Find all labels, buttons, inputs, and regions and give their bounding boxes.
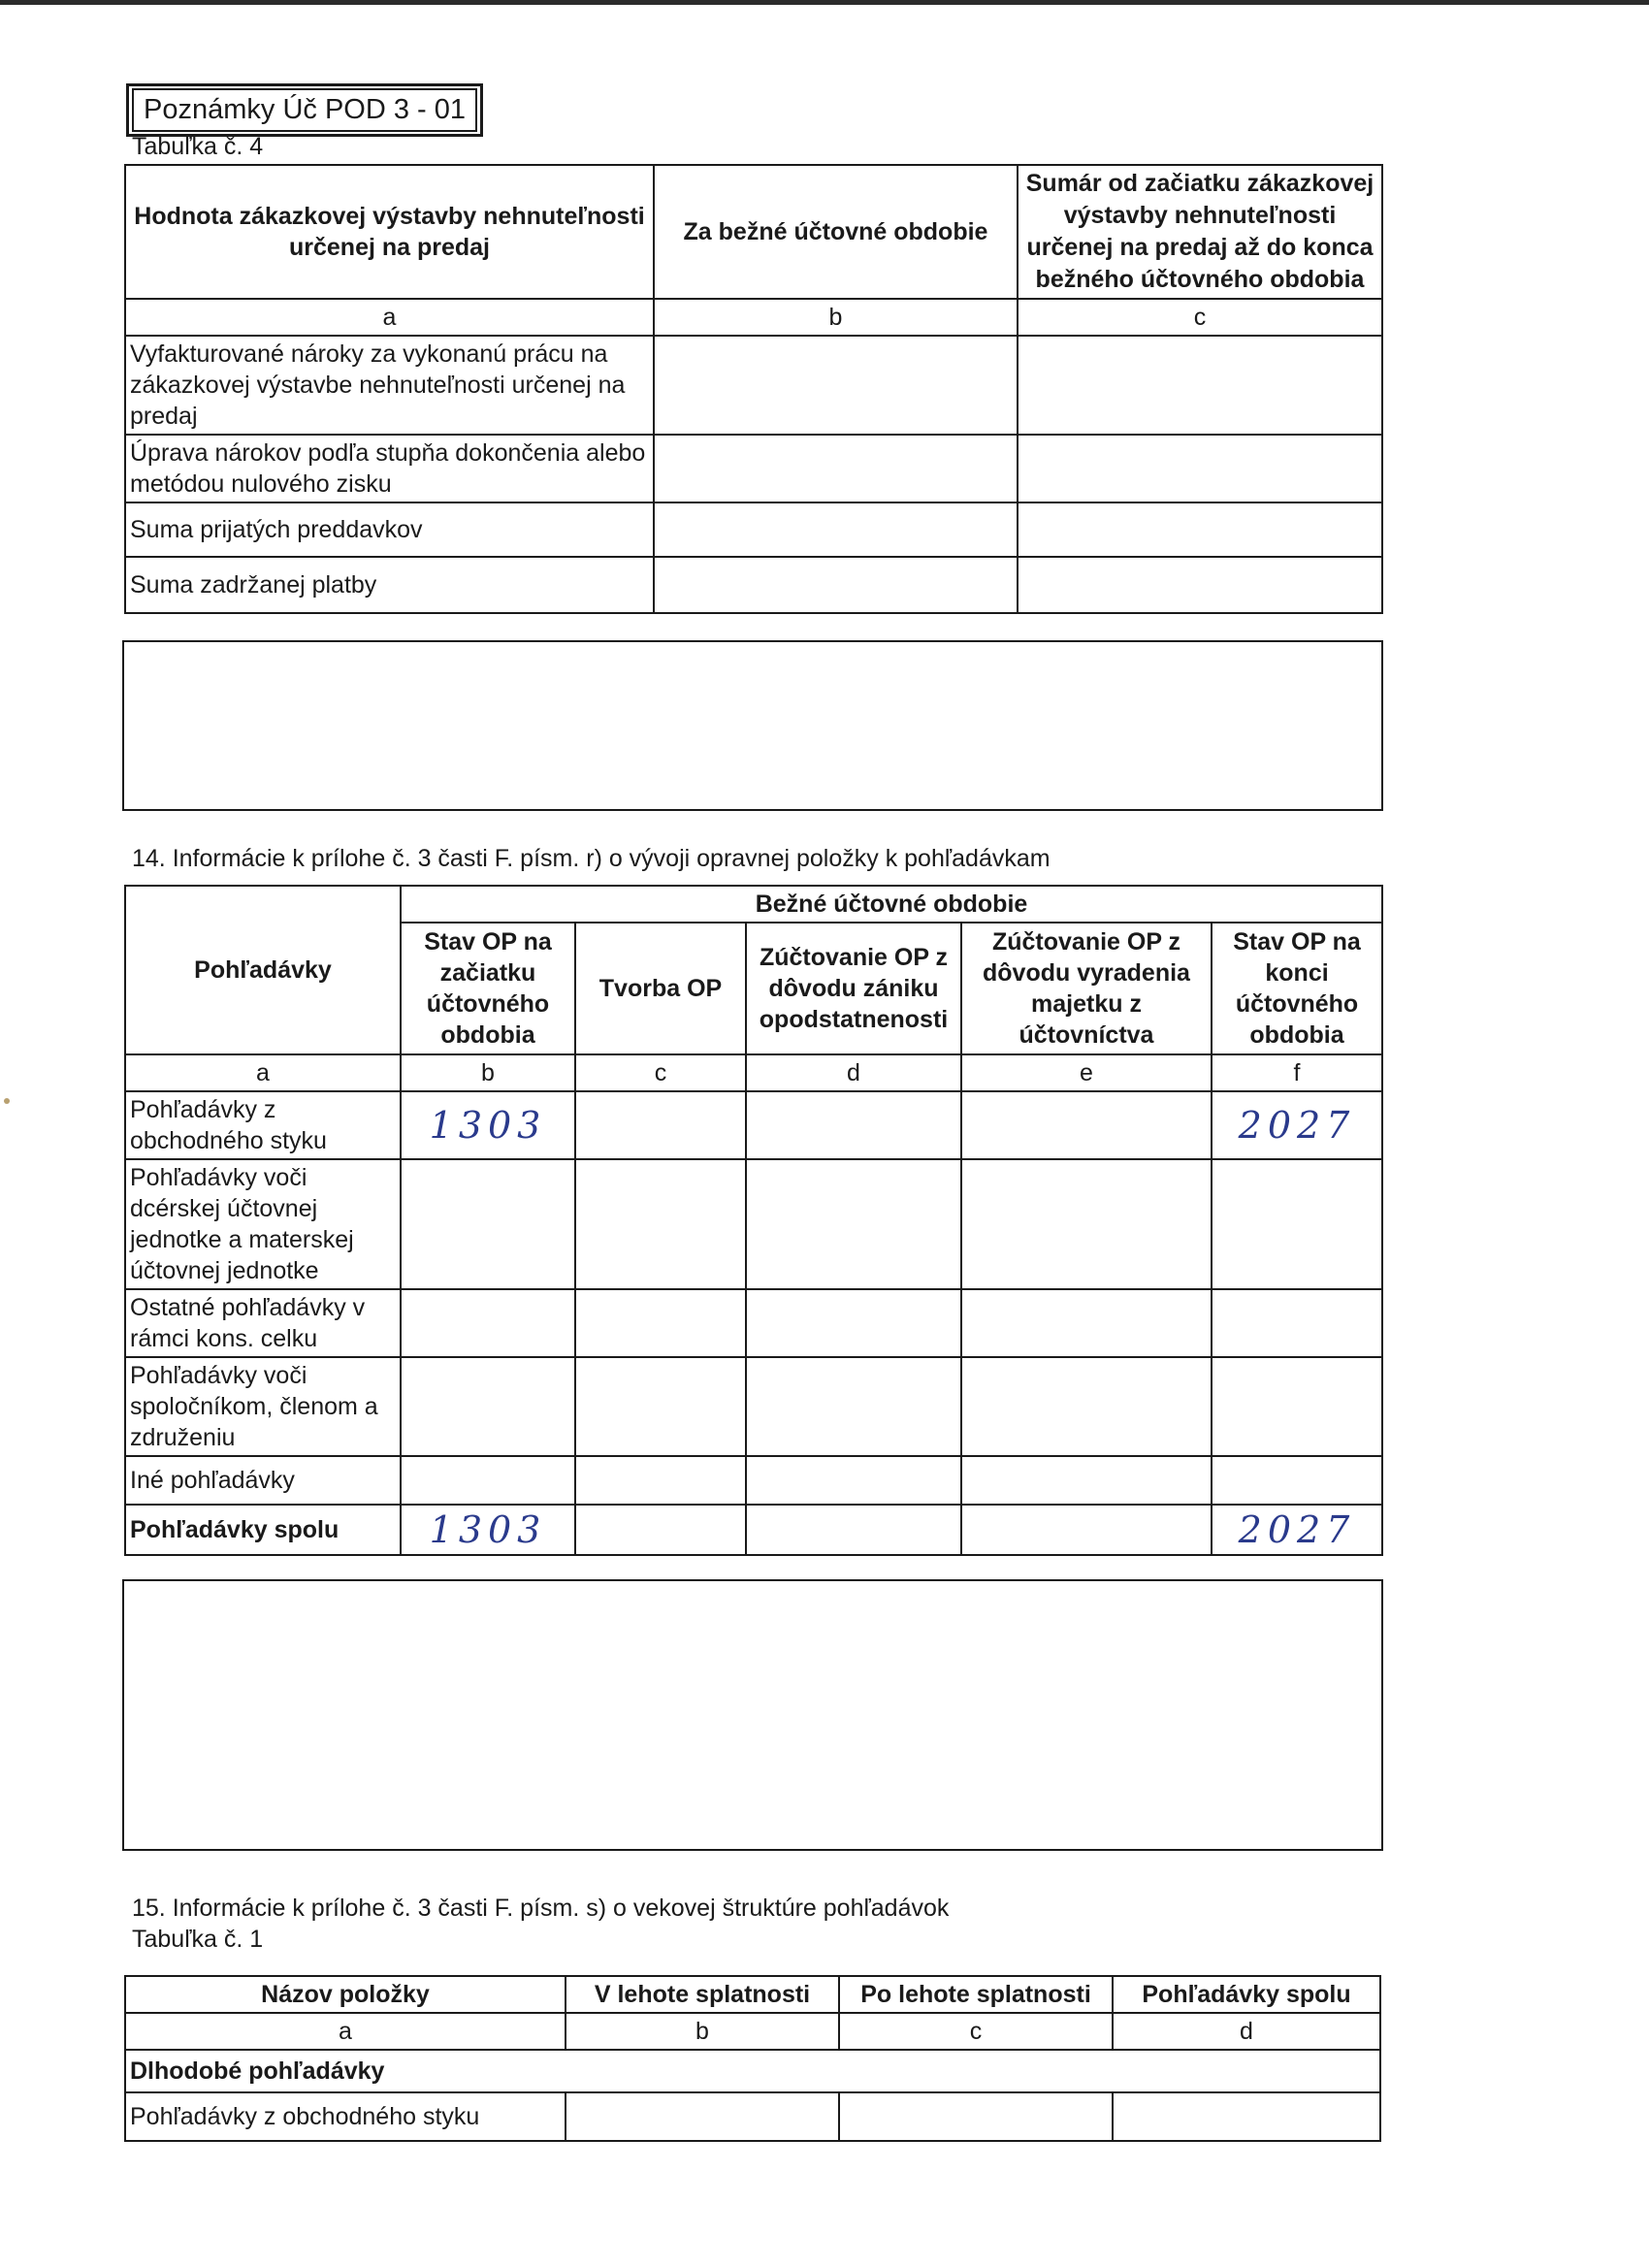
section15-header-d: Pohľadávky spolu xyxy=(1113,1976,1380,2013)
section14-total-label: Pohľadávky spolu xyxy=(125,1505,401,1555)
section14-header-d: Zúčtovanie OP z dôvodu zániku opodstatnenosti xyxy=(746,923,961,1054)
document-code-box xyxy=(126,83,483,137)
section14-notes-box[interactable] xyxy=(122,1579,1383,1851)
section15-letter-d: d xyxy=(1113,2013,1380,2050)
section14-letter-b: b xyxy=(401,1054,575,1091)
table4-cell-b[interactable] xyxy=(654,557,1018,613)
section15-cell-d[interactable] xyxy=(1113,2092,1380,2141)
section15-header-c: Po lehote splatnosti xyxy=(839,1976,1113,2013)
section14-header-f: Stav OP na konci účtovného obdobia xyxy=(1212,923,1382,1054)
section14-row-label: Ostatné pohľadávky v rámci kons. celku xyxy=(125,1289,401,1357)
section14-cell-c[interactable] xyxy=(575,1091,746,1159)
section14-cell-b[interactable]: 1303 xyxy=(401,1091,575,1159)
section15-letter-c: c xyxy=(839,2013,1113,2050)
table-row xyxy=(125,1091,1382,1159)
table4-header-a: Hodnota zákazkovej výstavby nehnuteľnosti určenej na predaj xyxy=(125,165,654,299)
table-row xyxy=(125,1357,1382,1456)
table4-row-label: Úprava nárokov podľa stupňa dokončenia alebo metódou nulového zisku xyxy=(125,435,654,502)
scan-speck xyxy=(4,1098,10,1104)
table4-header-b: Za bežné účtovné obdobie xyxy=(654,165,1018,299)
table-row xyxy=(125,502,1382,557)
table-row xyxy=(125,336,1382,435)
section14-cell-e[interactable] xyxy=(961,1091,1212,1159)
section14-cell-f[interactable] xyxy=(1212,1456,1382,1505)
section14-cell-b[interactable] xyxy=(401,1456,575,1505)
table4-letter-b: b xyxy=(654,299,1018,336)
section15-header-b: V lehote splatnosti xyxy=(566,1976,839,2013)
table4 xyxy=(124,164,1383,614)
section15-header-a: Názov položky xyxy=(125,1976,566,2013)
section14-header-e: Zúčtovanie OP z dôvodu vyradenia majetku z účtovníctva xyxy=(961,923,1212,1054)
table4-cell-c[interactable] xyxy=(1018,336,1382,435)
section14-cell-f[interactable]: 2027 xyxy=(1212,1091,1382,1159)
table-row xyxy=(125,1159,1382,1289)
section14-row-label: Iné pohľadávky xyxy=(125,1456,401,1505)
table-row xyxy=(125,557,1382,613)
section14-cell-c[interactable] xyxy=(575,1357,746,1456)
section14-cell-c[interactable] xyxy=(575,1289,746,1357)
section14-row-label: Pohľadávky voči dcérskej účtovnej jednotke a materskej účtovnej jednotke xyxy=(125,1159,401,1289)
section14-total-e[interactable] xyxy=(961,1505,1212,1555)
section15-row-label: Pohľadávky z obchodného styku xyxy=(125,2092,566,2141)
section14-total-c[interactable] xyxy=(575,1505,746,1555)
section14-total-d[interactable] xyxy=(746,1505,961,1555)
section14-table xyxy=(124,885,1383,1556)
table4-cell-b[interactable] xyxy=(654,502,1018,557)
section14-cell-d[interactable] xyxy=(746,1357,961,1456)
section14-cell-e[interactable] xyxy=(961,1289,1212,1357)
table4-cell-b[interactable] xyxy=(654,336,1018,435)
section14-cell-b[interactable] xyxy=(401,1357,575,1456)
section14-title: 14. Informácie k prílohe č. 3 časti F. písm. r) o vývoji opravnej položky k pohľadávkam xyxy=(132,845,1051,872)
section15-title: 15. Informácie k prílohe č. 3 časti F. písm. s) o vekovej štruktúre pohľadávok xyxy=(132,1895,950,1922)
section14-cell-e[interactable] xyxy=(961,1159,1212,1289)
section14-letter-f: f xyxy=(1212,1054,1382,1091)
section14-cell-f[interactable] xyxy=(1212,1357,1382,1456)
section14-letter-a: a xyxy=(125,1054,401,1091)
section14-cell-c[interactable] xyxy=(575,1456,746,1505)
section14-cell-c[interactable] xyxy=(575,1159,746,1289)
section14-cell-d[interactable] xyxy=(746,1289,961,1357)
section15-letter-a: a xyxy=(125,2013,566,2050)
section14-total-b[interactable]: 1303 xyxy=(401,1505,575,1555)
section14-cell-f[interactable] xyxy=(1212,1159,1382,1289)
table4-letter-a: a xyxy=(125,299,654,336)
section14-total-f[interactable]: 2027 xyxy=(1212,1505,1382,1555)
section14-cell-b[interactable] xyxy=(401,1289,575,1357)
table-row xyxy=(125,435,1382,502)
table-row xyxy=(125,1456,1382,1505)
section15-table xyxy=(124,1975,1381,2142)
section14-header-b: Stav OP na začiatku účtovného obdobia xyxy=(401,923,575,1054)
table4-letter-c: c xyxy=(1018,299,1382,336)
section14-cell-f[interactable] xyxy=(1212,1289,1382,1357)
section14-cell-d[interactable] xyxy=(746,1091,961,1159)
table-row xyxy=(125,2050,1380,2092)
section14-letter-d: d xyxy=(746,1054,961,1091)
section14-cell-e[interactable] xyxy=(961,1357,1212,1456)
table-row xyxy=(125,2092,1380,2141)
section15-letter-b: b xyxy=(566,2013,839,2050)
table4-header-c: Sumár od začiatku zákazkovej výstavby nehnuteľnosti určenej na predaj až do konca bežného účtovného obdobia xyxy=(1018,165,1382,299)
table4-row-label: Vyfakturované nároky za vykonanú prácu na zákazkovej výstavbe nehnuteľnosti určenej na predaj xyxy=(125,336,654,435)
document-code: Poznámky Úč POD 3 - 01 xyxy=(132,88,477,132)
section15-cell-b[interactable] xyxy=(566,2092,839,2141)
table4-caption: Tabuľka č. 4 xyxy=(132,133,264,160)
table4-cell-c[interactable] xyxy=(1018,502,1382,557)
table4-cell-b[interactable] xyxy=(654,435,1018,502)
section14-row-label: Pohľadávky voči spoločníkom, členom a združeniu xyxy=(125,1357,401,1456)
table-row-total xyxy=(125,1505,1382,1555)
section14-header-receivables: Pohľadávky xyxy=(125,886,401,1054)
table4-cell-c[interactable] xyxy=(1018,557,1382,613)
section14-cell-b[interactable] xyxy=(401,1159,575,1289)
section15-group-label: Dlhodobé pohľadávky xyxy=(125,2050,1380,2092)
table4-notes-box[interactable] xyxy=(122,640,1383,811)
scan-top-edge xyxy=(0,0,1649,5)
section14-header-period: Bežné účtovné obdobie xyxy=(401,886,1382,923)
section14-header-c: Tvorba OP xyxy=(575,923,746,1054)
table4-row-label: Suma zadržanej platby xyxy=(125,557,654,613)
section15-caption: Tabuľka č. 1 xyxy=(132,1926,264,1953)
section14-cell-d[interactable] xyxy=(746,1456,961,1505)
section14-row-label: Pohľadávky z obchodného styku xyxy=(125,1091,401,1159)
section14-letter-e: e xyxy=(961,1054,1212,1091)
section14-letter-c: c xyxy=(575,1054,746,1091)
section14-cell-d[interactable] xyxy=(746,1159,961,1289)
section14-cell-e[interactable] xyxy=(961,1456,1212,1505)
section15-cell-c[interactable] xyxy=(839,2092,1113,2141)
table4-row-label: Suma prijatých preddavkov xyxy=(125,502,654,557)
table4-cell-c[interactable] xyxy=(1018,435,1382,502)
table-row xyxy=(125,1289,1382,1357)
